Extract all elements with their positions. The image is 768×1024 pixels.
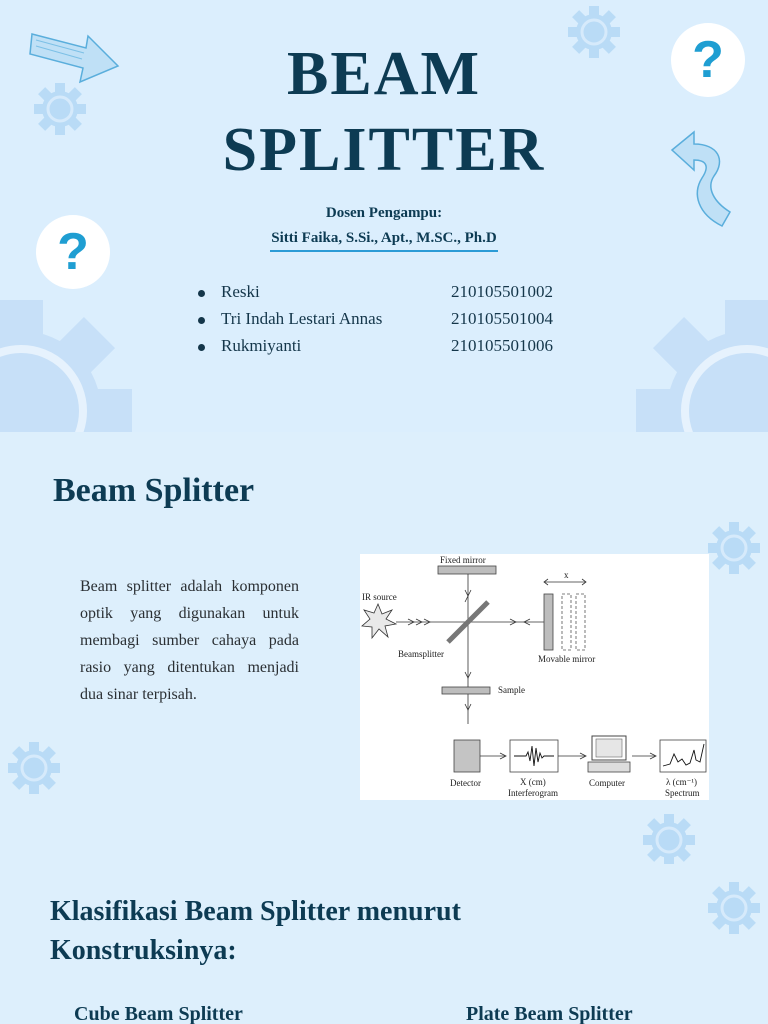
gear-icon bbox=[636, 300, 768, 432]
sample-label: Sample bbox=[498, 685, 525, 695]
dosen-block bbox=[0, 201, 768, 251]
spectrum-label: Spectrum bbox=[665, 788, 700, 798]
x-label: x bbox=[564, 570, 569, 580]
member-nim: 210105501004 bbox=[451, 309, 553, 328]
fixed-mirror bbox=[438, 566, 496, 574]
movable-mirror bbox=[544, 594, 553, 650]
bullet bbox=[198, 317, 205, 324]
gear-icon bbox=[643, 814, 695, 864]
interferogram-label: Interferogram bbox=[508, 788, 558, 798]
beamsplitter-label: Beamsplitter bbox=[398, 649, 444, 659]
spectrum-box bbox=[660, 740, 706, 772]
member-name: Reski bbox=[221, 282, 260, 301]
spectrum-axis: λ (cm⁻¹) bbox=[666, 777, 698, 787]
list-item bbox=[198, 309, 578, 336]
gear-icon bbox=[708, 522, 760, 574]
title-line-1: BEAM bbox=[287, 40, 481, 108]
bullet bbox=[198, 344, 205, 351]
title-line-2: SPLITTER bbox=[222, 116, 546, 184]
title-slide bbox=[0, 0, 768, 432]
list-item bbox=[198, 336, 578, 363]
list-item bbox=[198, 282, 578, 309]
gear-icon bbox=[8, 742, 60, 794]
member-name: Rukmiyanti bbox=[221, 336, 302, 355]
detector-label: Detector bbox=[450, 778, 481, 788]
classification-slide bbox=[0, 864, 768, 1024]
divider bbox=[270, 250, 498, 252]
bullet bbox=[198, 290, 205, 297]
cube-subheading: Cube Beam Splitter bbox=[74, 1003, 243, 1024]
member-nim: 210105501002 bbox=[451, 282, 553, 301]
heading-line-1: Klasifikasi Beam Splitter menurut bbox=[50, 896, 461, 927]
member-list bbox=[198, 282, 578, 363]
dosen-name: Sitti Faika, S.Si., Apt., M.SC., Ph.D bbox=[271, 230, 497, 246]
computer bbox=[588, 762, 630, 772]
member-nim: 210105501006 bbox=[451, 336, 553, 355]
question-icon: ? bbox=[692, 31, 724, 89]
ir-source bbox=[362, 604, 396, 638]
gear-icon bbox=[708, 882, 760, 934]
computer-label: Computer bbox=[589, 778, 625, 788]
detector bbox=[454, 740, 480, 772]
fixed-mirror-label: Fixed mirror bbox=[440, 555, 486, 565]
interferometer-diagram bbox=[360, 554, 709, 800]
member-name: Tri Indah Lestari Annas bbox=[221, 309, 383, 328]
definition-paragraph: Beam splitter adalah komponen optik yang digunakan untuk membagi sumber cahaya pada rasio yang ditentukan menjadi dua sinar terpisah. bbox=[80, 578, 299, 703]
question-icon: ? bbox=[57, 223, 89, 281]
page-title bbox=[0, 36, 768, 188]
sample bbox=[442, 687, 490, 694]
movable-mirror-label: Movable mirror bbox=[538, 654, 596, 664]
heading-line-2: Konstruksinya: bbox=[50, 935, 237, 966]
section-heading: Beam Splitter bbox=[53, 472, 255, 509]
gear-icon bbox=[0, 300, 132, 432]
plate-subheading: Plate Beam Splitter bbox=[466, 1003, 633, 1024]
interferogram-axis: X (cm) bbox=[520, 777, 546, 787]
ir-source-label: IR source bbox=[362, 592, 397, 602]
dosen-label: Dosen Pengampu: bbox=[325, 205, 443, 221]
classification-heading bbox=[50, 892, 570, 970]
content-slide bbox=[0, 432, 768, 864]
